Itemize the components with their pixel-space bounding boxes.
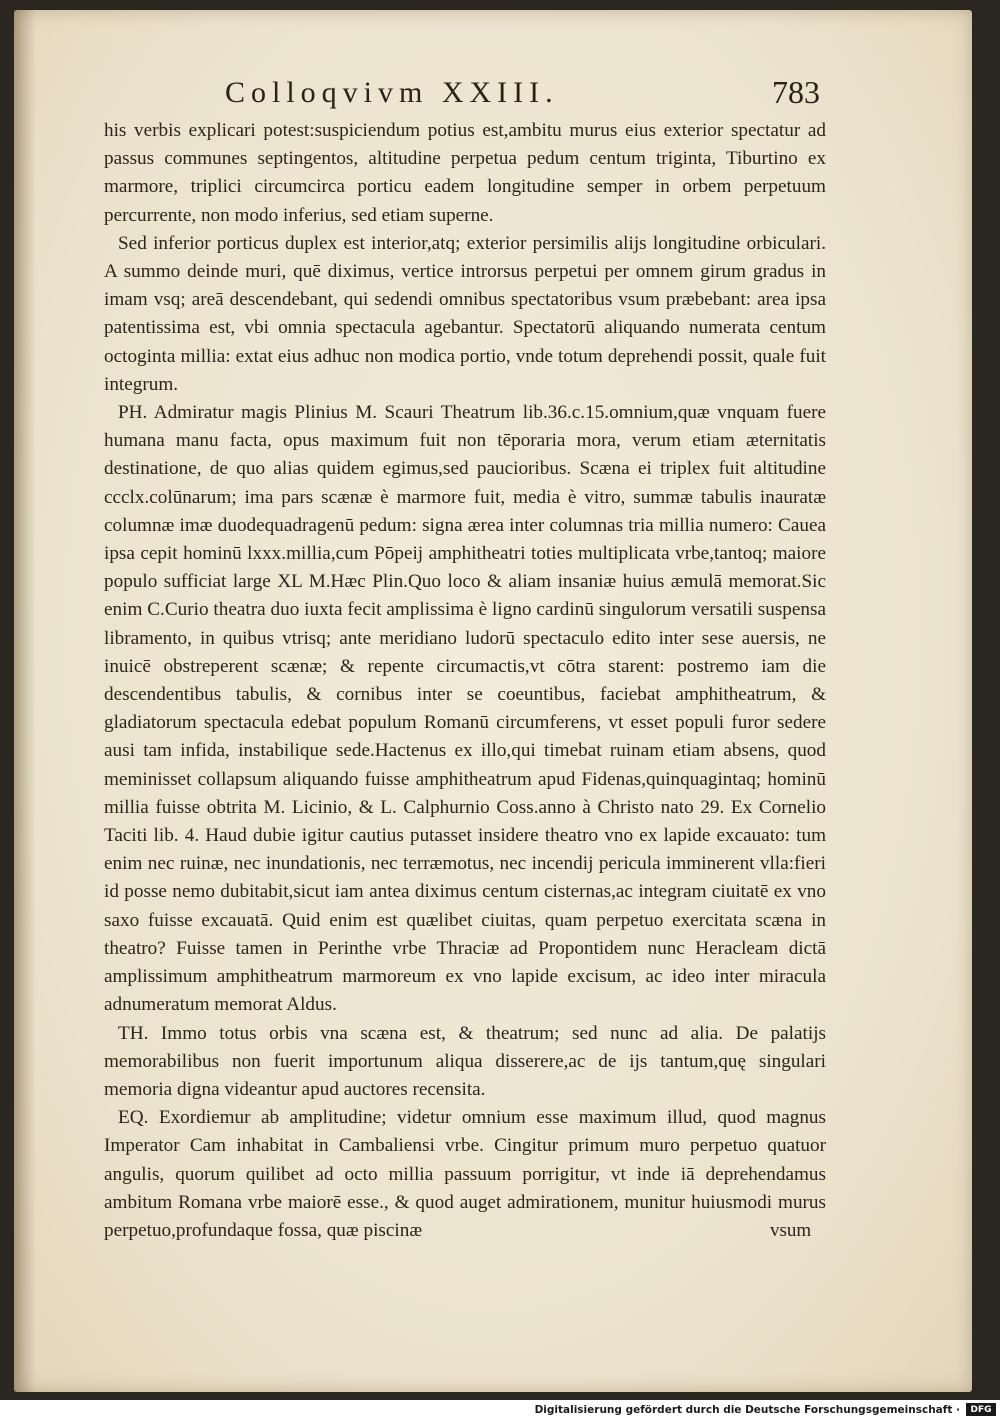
paragraph: Sed inferior porticus duplex est interior,atq; exterior persimilis alijs longitudine orbiculari. A summo deinde muri, quē diximus, vertice introrsus perpetui per omnem girum gradus in imam vsq; areā descendebant, qui sedendi omnibus spectatoribus vsum præbebant: area ipsa patentissima est, vbi omnia spectacula agebantur. Spectatorū aliquando numerata centum octoginta millia: extat eius adhuc non modica portio, vnde totum deprehendi possit, quale fuit integrum. <box>104 232 826 395</box>
page-number: 783 <box>772 74 820 110</box>
paragraph: PH. Admiratur magis Plinius M. Scauri Theatrum lib.36.c.15.omnium,quæ vnquam fuere humana manu facta, opus maximum fuit non tēporaria mora, verum etiam æternitatis destinatione, de quo alias quidem egimus,sed paucioribus. Scæna ei triplex fuit altitudine ccclx.colūnarum; ima pars scænæ è marmore fuit, media è vitro, summæ tabulis inauratæ columnæ imæ duodequadragenū pedum: signa ærea inter columnas tria millia numero: Cauea ipsa cepit hominū lxxx.millia,cum Pōpeij amphitheatri toties multiplicata vrbe,tantoq; maiore populo sufficiat large XL M.Hæc Plin.Quo loco & aliam insaniæ huius æmulā memorat.Sic enim C.Curio theatra duo iuxta fecit amplissima è ligno cardinū singulorum versatili suspensa libramento, in quibus vtrisq; ante meridiano ludorū spectaculo edito inter sese auersis, ne inuicē obstreperent scænæ; & repente circumactis,vt cōtra starent: postremo iam die descendentibus tabulis, & cornibus inter se coeuntibus, faciebat amphitheatrum, & gladiatorum spectacula edebat populum Romanū circumferens, vt esset populi furor sedere ausi tam infida, instabilique sede.Hactenus ex illo,qui timebat ruinam etiam absens, quod meminisset collapsum aliquando fuisse amphitheatrum apud Fidenas,quinquagintaq; hominū millia fuisse obtrita M. Licinio, & L. Calphurnio Coss.anno à Christo nato 29. Ex Cornelio Taciti lib. 4. Haud dubie igitur cautius putasset insidere theatro vno ex lapide excauato: tum enim nec ruinæ, nec inundationis, nec terræmotus, nec incendij pericula imminerent vlla:fieri id posse nemo dubitabit,sicut iam antea diximus centum cisternas,ac integram ciuitatē ex vno saxo fuisse excauatā. Quid enim est quælibet ciuitas, quam perpetuo exercitata scæna in theatro? Fuisse tamen in Perinthe vrbe Thraciæ ad Propontidem nunc Heracleam dictā amplissimum amphitheatrum marmoreum ex vno lapide excisum, ac ideo inter miracula adnumeratum memorat Aldus. <box>104 402 826 1016</box>
running-header: Colloqvivm XXIII. <box>225 76 559 109</box>
footer-bar <box>0 1400 1000 1419</box>
paragraph: TH. Immo totus orbis vna scæna est, & theatrum; sed nunc ad alia. De palatijs memorabilibus non fuerit importunum aliqua disserere,ac de ijs tantum,quę singulari memoria digna videantur apud auctores recensita. <box>104 1022 826 1100</box>
paragraph: EQ. Exordiemur ab amplitudine; videtur omnium esse maximum illud, quod magnus Imperator Cam inhabitat in Cambaliensi vrbe. Cingitur primum muro perpetuo quatuor angulis, quorum quilibet ad octo millia passuum porrigitur, vt inde iā deprehendamus ambitum Romana vrbe maiorē esse., & quod auget admirationem, munitur huiusmodi murus perpetuo,profundaque fossa, quæ piscinæ <box>104 1107 826 1241</box>
paragraph: his verbis explicari potest:suspiciendum potius est,ambitu murus eius exterior spectatur ad passus communes septingentos, altitudine perpetua pedum centum triginta, Tiburtino ex marmore, triplici circumcirca porticu eadem longitudine semper in orbem perpetuum percurrente, non modo inferius, sed etiam superne. <box>104 120 826 226</box>
funding-credit: Digitalisierung gefördert durch die Deutsche Forschungsgemeinschaft · <box>534 1403 960 1416</box>
catchword: vsum <box>770 1220 812 1241</box>
dfg-logo: DFG <box>966 1403 996 1416</box>
text-block <box>104 117 826 1245</box>
gutter-shadow <box>14 10 36 1392</box>
